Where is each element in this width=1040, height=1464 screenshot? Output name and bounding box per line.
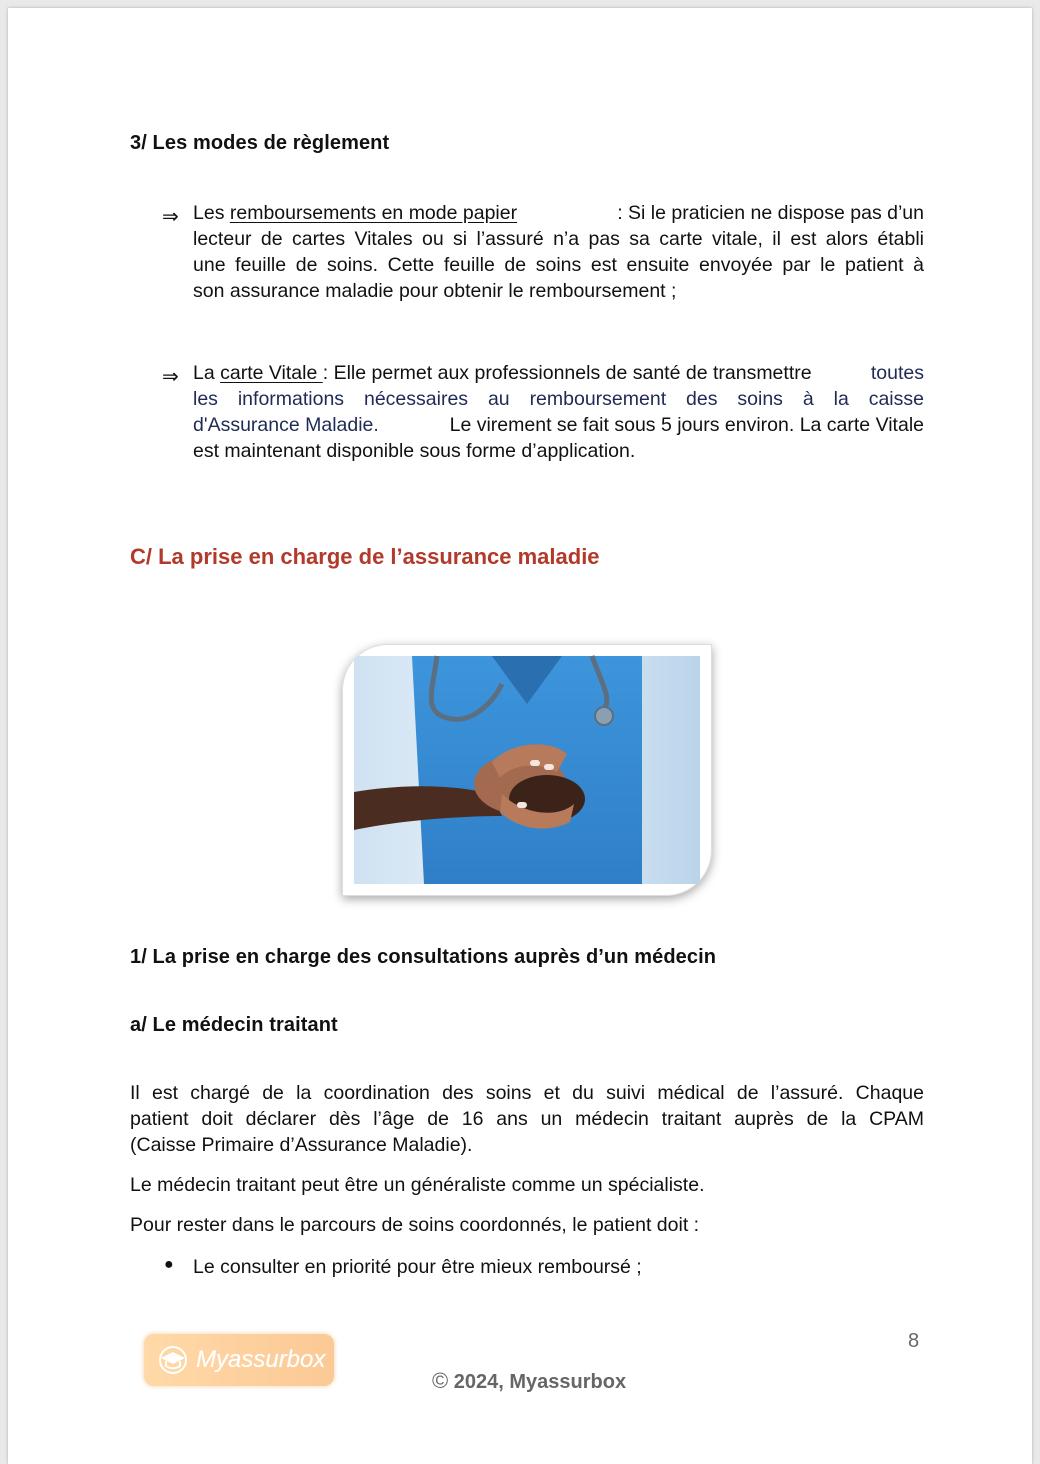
myassurbox-logo <box>144 1334 334 1386</box>
item1-lead: Les <box>193 202 230 224</box>
item1-line4: son assurance maladie pour obtenir le remboursement ; <box>193 280 677 302</box>
caregiver-hands-photo <box>342 644 712 896</box>
copyright-icon: © <box>432 1368 449 1393</box>
graduation-cap-icon <box>156 1346 190 1374</box>
item1-line3: une feuille de soins. Cette feuille de soins est ensuite envoyée par le patient à <box>193 254 924 276</box>
photo-illustration <box>342 644 712 896</box>
item2-line3-blue: d'Assurance Maladie. <box>193 414 379 436</box>
bullet-item-1: Le consulter en priorité pour être mieux remboursé ; <box>193 1256 642 1278</box>
medecin-traitant-paragraph <box>130 1080 924 1158</box>
page-number: 8 <box>908 1330 920 1352</box>
copyright-notice <box>432 1368 626 1394</box>
carte-vitale-term: carte Vitale <box>220 362 323 384</box>
item2-line2: les informations nécessaires au remboursement des soins à la caisse <box>193 388 924 410</box>
section-3-title: 3/ Les modes de règlement <box>130 132 390 154</box>
item2-line4: est maintenant disponible sous forme d’application. <box>193 440 636 462</box>
section-a-title: a/ Le médecin traitant <box>130 1014 338 1036</box>
paragraph-generaliste: Le médecin traitant peut être un généraliste comme un spécialiste. <box>130 1174 705 1196</box>
copyright-text: 2024, Myassurbox <box>448 1371 627 1393</box>
bullet-icon: ● <box>164 1256 174 1273</box>
arrow-icon: ⇒ <box>162 206 179 228</box>
paragraph-parcours: Pour rester dans le parcours de soins coordonnés, le patient doit : <box>130 1214 700 1236</box>
item-paper-reimbursement <box>193 200 924 304</box>
item2-line1-blue: toutes <box>870 362 924 384</box>
arrow-icon: ⇒ <box>162 366 179 388</box>
section-1-title: 1/ La prise en charge des consultations auprès d’un médecin <box>130 946 717 968</box>
item1-line2: lecteur de cartes Vitales ou si l’assuré n’a pas sa carte vitale, il est alors établi <box>193 228 924 250</box>
logo-text: Myassurbox <box>196 1346 326 1373</box>
item1-line1: : Si le praticien ne dispose pas d’un <box>617 202 924 224</box>
p1-line1: Il est chargé de la coordination des soins et du suivi médical de l’assuré. Chaque <box>130 1082 924 1104</box>
section-c-title: C/ La prise en charge de l’assurance maladie <box>130 544 600 569</box>
item-carte-vitale <box>193 360 924 464</box>
item2-line3: Le virement se fait sous 5 jours environ. La carte Vitale <box>449 414 924 436</box>
item2-lead: La <box>193 362 221 384</box>
document-page <box>8 8 1032 1464</box>
p1-line2: patient doit déclarer dès l’âge de 16 ans un médecin traitant auprès de la CPAM <box>130 1108 924 1130</box>
item2-line1: : Elle permet aux professionnels de santé de transmettre <box>322 362 812 384</box>
paper-mode-term: remboursements en mode papier <box>229 202 518 224</box>
p1-line3: (Caisse Primaire d’Assurance Maladie). <box>130 1134 473 1156</box>
